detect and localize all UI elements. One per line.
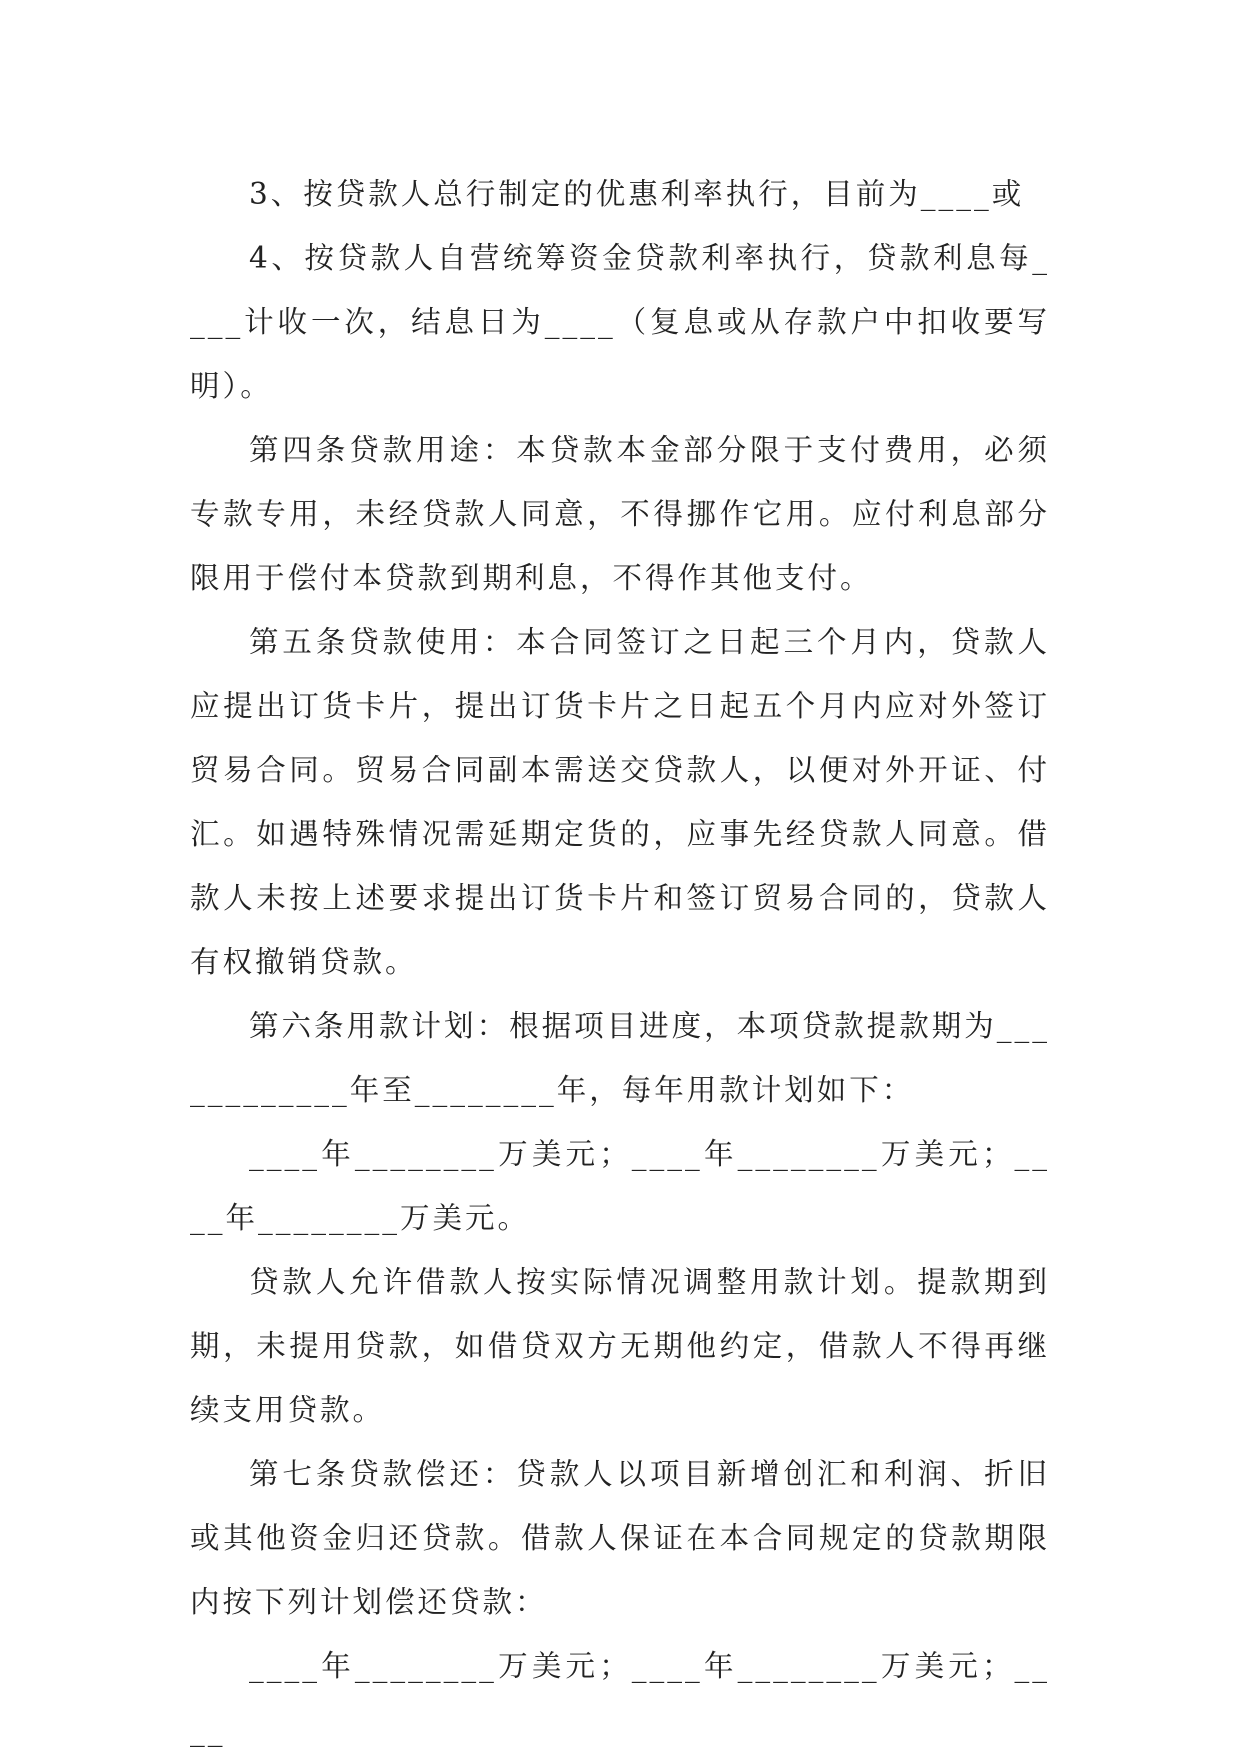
paragraph-repayment-amounts: ____年________万美元；____年________万美元；____ xyxy=(190,1649,1050,1747)
paragraph-rate-option-3: 3、按贷款人总行制定的优惠利率执行，目前为____或 xyxy=(249,177,1025,211)
contract-body xyxy=(190,162,1050,1762)
paragraph-article-7-repayment: 第七条贷款偿还：贷款人以项目新增创汇和利润、折旧或其他资金归还贷款。借款人保证在本合同规定的贷款期限内按下列计划偿还贷款： xyxy=(190,1457,1050,1619)
paragraph-drawdown-amounts: ____年________万美元；____年________万美元；____年________万美元。 xyxy=(190,1137,1050,1235)
paragraph-article-4-loan-purpose: 第四条贷款用途：本贷款本金部分限于支付费用，必须专款专用，未经贷款人同意，不得挪作它用。应付利息部分限用于偿付本贷款到期利息，不得作其他支付。 xyxy=(190,433,1050,595)
paragraph-article-6-drawdown-plan: 第六条用款计划：根据项目进度，本项贷款提款期为____________年至________年，每年用款计划如下： xyxy=(190,1009,1050,1107)
paragraph-plan-adjustment: 贷款人允许借款人按实际情况调整用款计划。提款期到期，未提用贷款，如借贷双方无期他约定，借款人不得再继续支用贷款。 xyxy=(190,1265,1050,1427)
paragraph-article-5-loan-use: 第五条贷款使用：本合同签订之日起三个月内，贷款人应提出订货卡片，提出订货卡片之日起五个月内应对外签订贸易合同。贸易合同副本需送交贷款人，以便对外开证、付汇。如遇特殊情况需延期定货的，应事先经贷款人同意。借款人未按上述要求提出订货卡片和签订贸易合同的，贷款人有权撤销贷款。 xyxy=(190,625,1050,979)
paragraph-rate-option-4: 4、按贷款人自营统筹资金贷款利率执行，贷款利息每____计收一次，结息日为____（复息或从存款户中扣收要写明）。 xyxy=(190,241,1050,403)
